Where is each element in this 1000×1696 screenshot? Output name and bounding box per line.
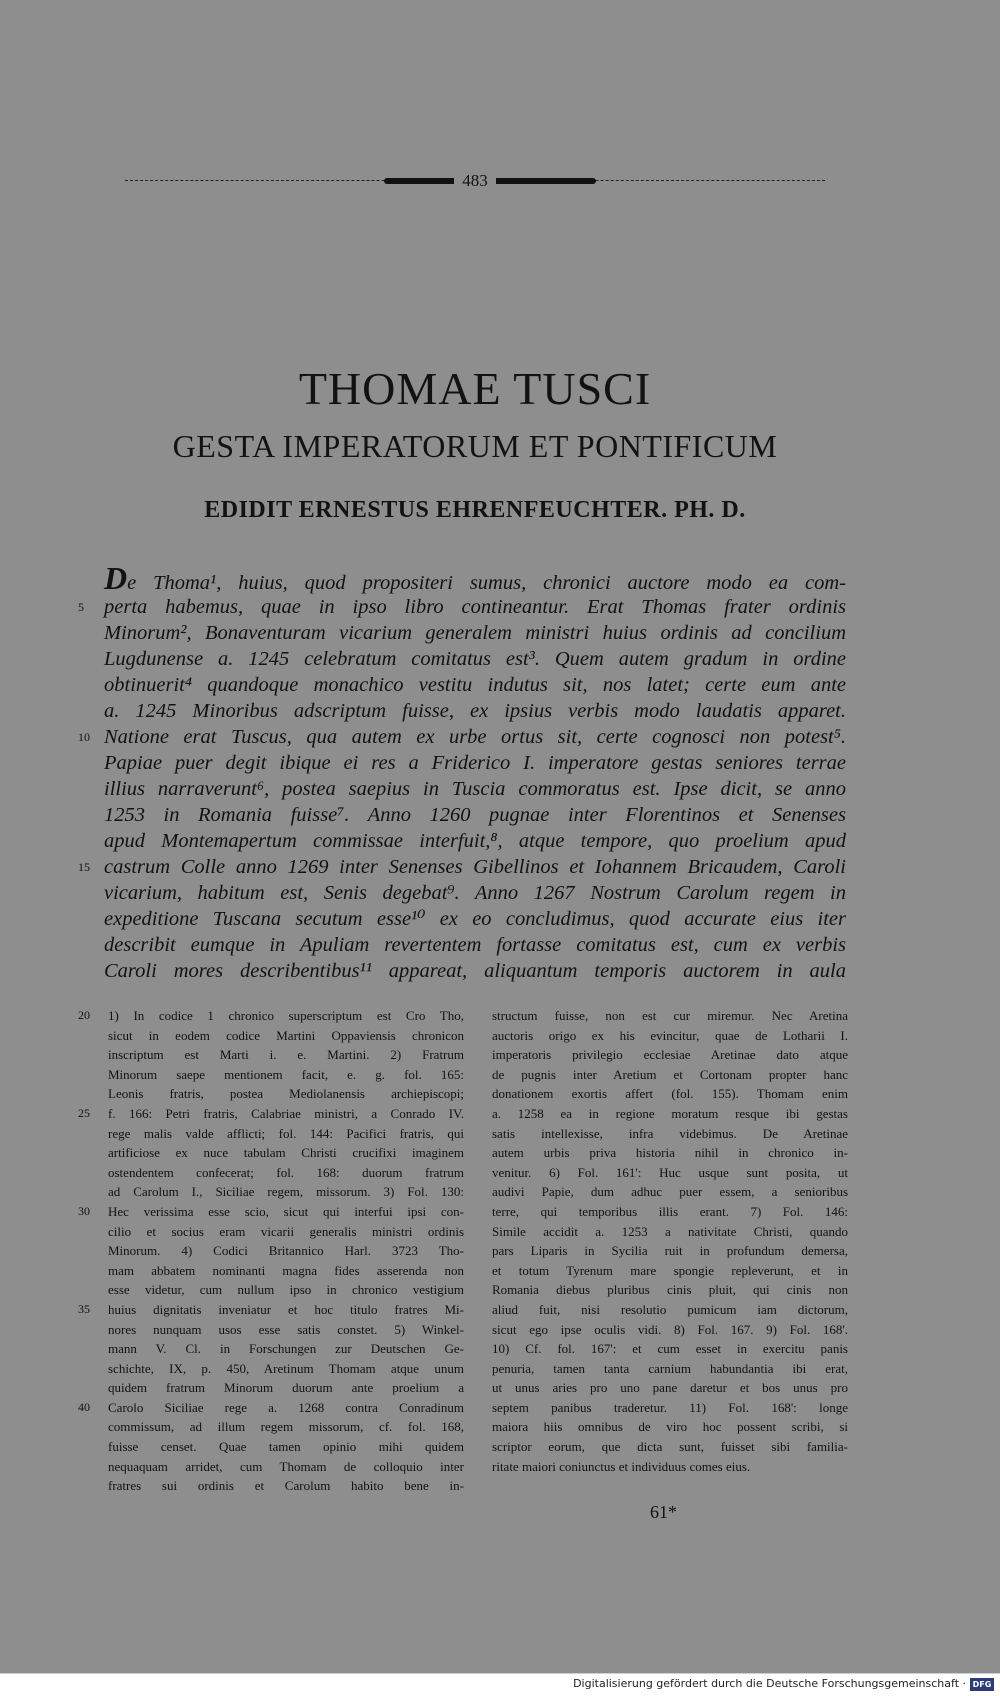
- page-number: 483: [462, 171, 488, 190]
- main-text-line: describit eumque in Apuliam revertentem fortasse comitatus est, cum ex verbis: [104, 934, 846, 956]
- footnote-line-text: nores nunquam usos esse satis constet. 5) Winkel-: [108, 1321, 464, 1337]
- footnote-line: [492, 1026, 848, 1046]
- footnote-line-text: terre, qui temporibus illis erant. 7) Fol. 146:: [492, 1203, 848, 1219]
- footnote-line: [492, 1182, 848, 1202]
- footnote-line-text: septem panibus traderetur. 11) Fol. 168': longe: [492, 1399, 848, 1415]
- line-number: 15: [78, 860, 90, 874]
- footnote-line: [108, 1143, 464, 1163]
- footnote-line: [78, 1104, 464, 1124]
- header-rule-right: [492, 178, 825, 184]
- footer-bar: [0, 1673, 1000, 1696]
- footnote-line: [108, 1320, 464, 1340]
- page-header: [125, 170, 825, 192]
- footnote-line: [108, 1026, 464, 1046]
- main-text-line: vicarium, habitum est, Senis degebat⁹. Anno 1267 Nostrum Carolum regem in: [104, 882, 846, 904]
- footnote-line-text: Hec verissima esse scio, sicut qui interfui ipsi con-: [108, 1203, 464, 1219]
- footnote-line: [492, 1339, 848, 1359]
- footnote-line-text: satis intellexisse, infra videbimus. De Aretinae: [492, 1125, 848, 1141]
- footnote-line-text: Leonis fratris, postea Mediolanensis archiepiscopi;: [108, 1086, 464, 1102]
- footnote-line: [108, 1261, 464, 1281]
- footnote-line-text: cilio et socius eram vicarii generalis ministri ordinis: [108, 1223, 464, 1239]
- main-text-line: a. 1245 Minoribus adscriptum fuisse, ex ipsius verbis modo laudatis apparet.: [104, 700, 846, 722]
- signature-mark: 61*: [650, 1502, 677, 1522]
- footnote-line-text: fuisse censet. Quae tamen opinio mihi quidem: [108, 1439, 464, 1455]
- footnote-line-text: huius dignitatis inveniatur et hoc titulo fratres Mi-: [108, 1301, 464, 1317]
- footer-credit: Digitalisierung gefördert durch die Deutsche Forschungsgemeinschaft ·: [573, 1677, 966, 1690]
- footnote-line-text: quidem fratrum Minorum duorum ante proelium a: [108, 1380, 464, 1396]
- footnote-line-text: aliud fuit, nisi resolutio pumicum iam dictorum,: [492, 1301, 848, 1317]
- main-text-line: castrum Colle anno 1269 inter Senenses Gibellinos et Iohannem Bricaudem, Caroli 15: [78, 856, 846, 878]
- footnote-line: [108, 1339, 464, 1359]
- footnote-line: [78, 1202, 464, 1222]
- footnote-line-text: scriptor eorum, que dicta sunt, fuisset sibi familia-: [492, 1439, 848, 1455]
- work-title: THOMAE TUSCI: [298, 363, 652, 414]
- footnote-line: [492, 1163, 848, 1183]
- footnote-line: [492, 1084, 848, 1104]
- footnote-line-number: 25: [78, 1105, 90, 1120]
- footnote-line: [492, 1300, 848, 1320]
- footnote-line-number: 40: [78, 1399, 90, 1414]
- footnote-line: [108, 1359, 464, 1379]
- footnote-line-text: inscriptum est Marti i. e. Martini. 2) Fratrum: [108, 1047, 464, 1063]
- footnote-line: [108, 1222, 464, 1242]
- footnotes-left-column: [78, 1006, 464, 1494]
- header-rule-left: [125, 178, 458, 184]
- footnote-line-text: audivi Papie, dum adhuc puer essem, a senioribus: [492, 1184, 848, 1200]
- footnote-line-number: 20: [78, 1008, 90, 1022]
- footnote-line-text: artificiose ex nuce tabulam Christi crucifixi imaginem: [108, 1145, 464, 1161]
- main-text-line: Minorum², Bonaventuram vicarium generalem ministri huius ordinis ad concilium: [104, 622, 846, 644]
- footnote-line: [492, 1143, 848, 1163]
- footnote-line: [108, 1163, 464, 1183]
- footnote-line-text: a. 1258 ea in regione moratum resque ibi gestas: [492, 1105, 848, 1121]
- footnote-line: [492, 1398, 848, 1418]
- editor-line: EDIDIT ERNESTUS EHRENFEUCHTER. PH. D.: [204, 497, 746, 523]
- footnote-line-text: donationem exortis affert (fol. 155). Thomam enim: [492, 1086, 848, 1102]
- line-number: 5: [78, 600, 84, 614]
- dfg-logo-icon: DFG: [970, 1678, 994, 1691]
- footnote-line: [492, 1320, 848, 1340]
- footnote-line: [492, 1359, 848, 1379]
- footnote-line-text: ritate maiori coniunctus et individuus comes eius.: [492, 1458, 751, 1474]
- footnote-line-text: Minorum. 4) Codici Britannico Harl. 3723 Tho-: [108, 1243, 464, 1259]
- main-text-line: expeditione Tuscana secutum esse¹⁰ ex eo concludimus, quod accurate eius iter: [104, 908, 846, 930]
- footnote-line-text: Romania diebus pluribus cinis pluit, qui cinis non: [492, 1282, 848, 1298]
- footnote-line: [492, 1378, 848, 1398]
- footnote-line-text: penuria, tamen tanta carnium habundantia ibi erat,: [492, 1360, 848, 1376]
- footnote-line-text: ut unus aries pro uno pane daretur et bos unus pro: [492, 1380, 848, 1396]
- footnote-line: [492, 1006, 848, 1026]
- main-text-line: Lugdunense a. 1245 celebratum comitatus est³. Quem autem gradum in ordine: [104, 648, 846, 670]
- footnote-line-text: mann V. Cl. in Forschungen zur Deutschen Ge-: [108, 1341, 464, 1357]
- line-number: 10: [78, 730, 90, 744]
- footnote-line: [492, 1437, 848, 1457]
- footnote-line-text: autem urbis priva historia nihil in chronico in-: [492, 1145, 848, 1161]
- footnote-line-text: Minorum saepe mentionem facit, e. g. fol. 165:: [108, 1066, 464, 1082]
- footnote-line: [78, 1398, 464, 1418]
- footnote-line: [108, 1124, 464, 1144]
- main-text-line: apud Montemapertum commissae interfuit,⁸, atque tempore, quo proelium apud: [104, 830, 846, 852]
- main-text: [78, 560, 846, 984]
- footnote-line-text: 10) Cf. fol. 167': et cum esset in exercitu panis: [492, 1341, 848, 1357]
- main-text-line: obtinuerit⁴ quandoque monachico vestitu indutus sit, nos latet; certe eum ante: [104, 674, 846, 696]
- footnote-line-text: ad Carolum I., Siciliae regem, missorum. 3) Fol. 130:: [108, 1184, 464, 1200]
- footnote-line-text: fratres sui ordinis et Carolum habito bene in-: [108, 1478, 464, 1494]
- footnote-line: [492, 1045, 848, 1065]
- footnote-line-text: Simile accidit a. 1253 a nativitate Christi, quando: [492, 1223, 848, 1239]
- footnote-line-text: mam abbatem nominanti magna fides asserenda non: [108, 1262, 464, 1278]
- main-text-line: Caroli mores describentibus¹¹ appareat, aliquantum temporis auctorem in aula: [104, 960, 846, 982]
- footnote-line-text: maiora hiis omnibus de viro hoc possent scribi, si: [492, 1419, 848, 1435]
- footnote-line-text: structum fuisse, non est cur miremur. Nec Aretina: [492, 1008, 848, 1023]
- footnote-line: [108, 1280, 464, 1300]
- footnote-line: [492, 1202, 848, 1222]
- footnote-line-text: schichte, IX, p. 450, Aretinum Thomam atque unum: [108, 1360, 464, 1376]
- main-text-line: Papiae puer degit ibique ei res a Friderico I. imperatore gestas seniores terrae: [104, 752, 846, 774]
- main-text-line: 1253 in Romania fuisse⁷. Anno 1260 pugnae inter Florentinos et Senenses: [104, 804, 846, 826]
- main-text-line: [104, 560, 846, 596]
- footnote-line: [492, 1261, 848, 1281]
- footnote-line: [108, 1378, 464, 1398]
- footnote-line: [492, 1280, 848, 1300]
- footnotes: [78, 1006, 848, 1494]
- footnote-line-text: pars Liparis in Sycilia ruit in profundum demersa,: [492, 1243, 848, 1259]
- footnote-line-text: sicut ego ipse oculis vidi. 8) Fol. 167. 9) Fol. 168'.: [492, 1321, 848, 1337]
- footnote-line-text: imperatoris privilegio ecclesiae Aretinae dato atque: [492, 1047, 848, 1063]
- footnote-line: [108, 1457, 464, 1477]
- footnote-line: [108, 1045, 464, 1065]
- footnote-line-text: auctoris origo ex his evincitur, quae de Lotharii I.: [492, 1027, 848, 1043]
- footnote-line-text: 1) In codice 1 chronico superscriptum est Cro Tho,: [108, 1008, 464, 1023]
- footnote-line-text: commissum, ad illum regem missorum, cf. fol. 168,: [108, 1419, 464, 1435]
- footnote-line: [78, 1006, 464, 1026]
- main-text-line-content: e Thoma¹, huius, quod propositeri sumus, chronici auctore modo ea com-: [127, 572, 846, 594]
- footnote-line-number: 30: [78, 1203, 90, 1218]
- footnote-line: [78, 1300, 464, 1320]
- footnote-line: [108, 1084, 464, 1104]
- footnote-line: [492, 1417, 848, 1437]
- footnote-line: [108, 1241, 464, 1261]
- footnote-line-number: 35: [78, 1301, 90, 1316]
- main-text-line: illius narraverunt⁶, postea saepius in Tuscia commoratus est. Ipse dicit, se anno: [104, 778, 846, 800]
- footnote-line: [492, 1124, 848, 1144]
- work-subtitle: GESTA IMPERATORUM ET PONTIFICUM: [172, 428, 778, 464]
- main-text-line: Natione erat Tuscus, qua autem ex urbe ortus sit, certe cognosci non potest⁵. 10: [78, 726, 846, 748]
- footnote-line-text: sicut in eodem codice Martini Oppaviensis chronicon: [108, 1027, 464, 1043]
- footnote-line-text: f. 166: Petri fratris, Calabriae ministri, a Conrado IV.: [108, 1105, 464, 1121]
- footnote-line: [108, 1065, 464, 1085]
- footnote-line: [492, 1065, 848, 1085]
- footnote-line-text: et totum Tyrenum mare spongie repleverunt, et in: [492, 1262, 848, 1278]
- main-text-line: perta habemus, quae in ipso libro contineantur. Erat Thomas frater ordinis 5: [78, 596, 846, 618]
- footnote-line: [108, 1476, 464, 1496]
- footnote-line-text: Carolo Siciliae rege a. 1268 contra Conradinum: [108, 1399, 464, 1415]
- footnotes-right-column: [492, 1006, 848, 1492]
- footnote-line: [492, 1241, 848, 1261]
- footnote-line-text: ostendentem confecerat; fol. 168: duorum fratrum: [108, 1164, 464, 1180]
- drop-cap: D: [104, 560, 128, 596]
- footnote-line-text: esse videtur, cum nullum ipso in chronico vestigium: [108, 1282, 464, 1298]
- footnote-line-text: venitur. 6) Fol. 161': Huc usque sunt posita, ut: [492, 1164, 848, 1180]
- footnote-line: [108, 1437, 464, 1457]
- footnote-line-text: de pugnis inter Aretium et Cortonam propter hanc: [492, 1066, 848, 1082]
- footnote-line: [492, 1222, 848, 1242]
- footnote-line: [492, 1457, 848, 1477]
- footnote-line-text: rege malis valde afflicti; fol. 144: Pacifici fratris, qui: [108, 1125, 464, 1141]
- footnote-line: [108, 1182, 464, 1202]
- footnote-line: [492, 1104, 848, 1124]
- footnote-line-text: nequaquam arridet, cum Thomam de colloquio inter: [108, 1458, 464, 1474]
- footnote-line: [108, 1417, 464, 1437]
